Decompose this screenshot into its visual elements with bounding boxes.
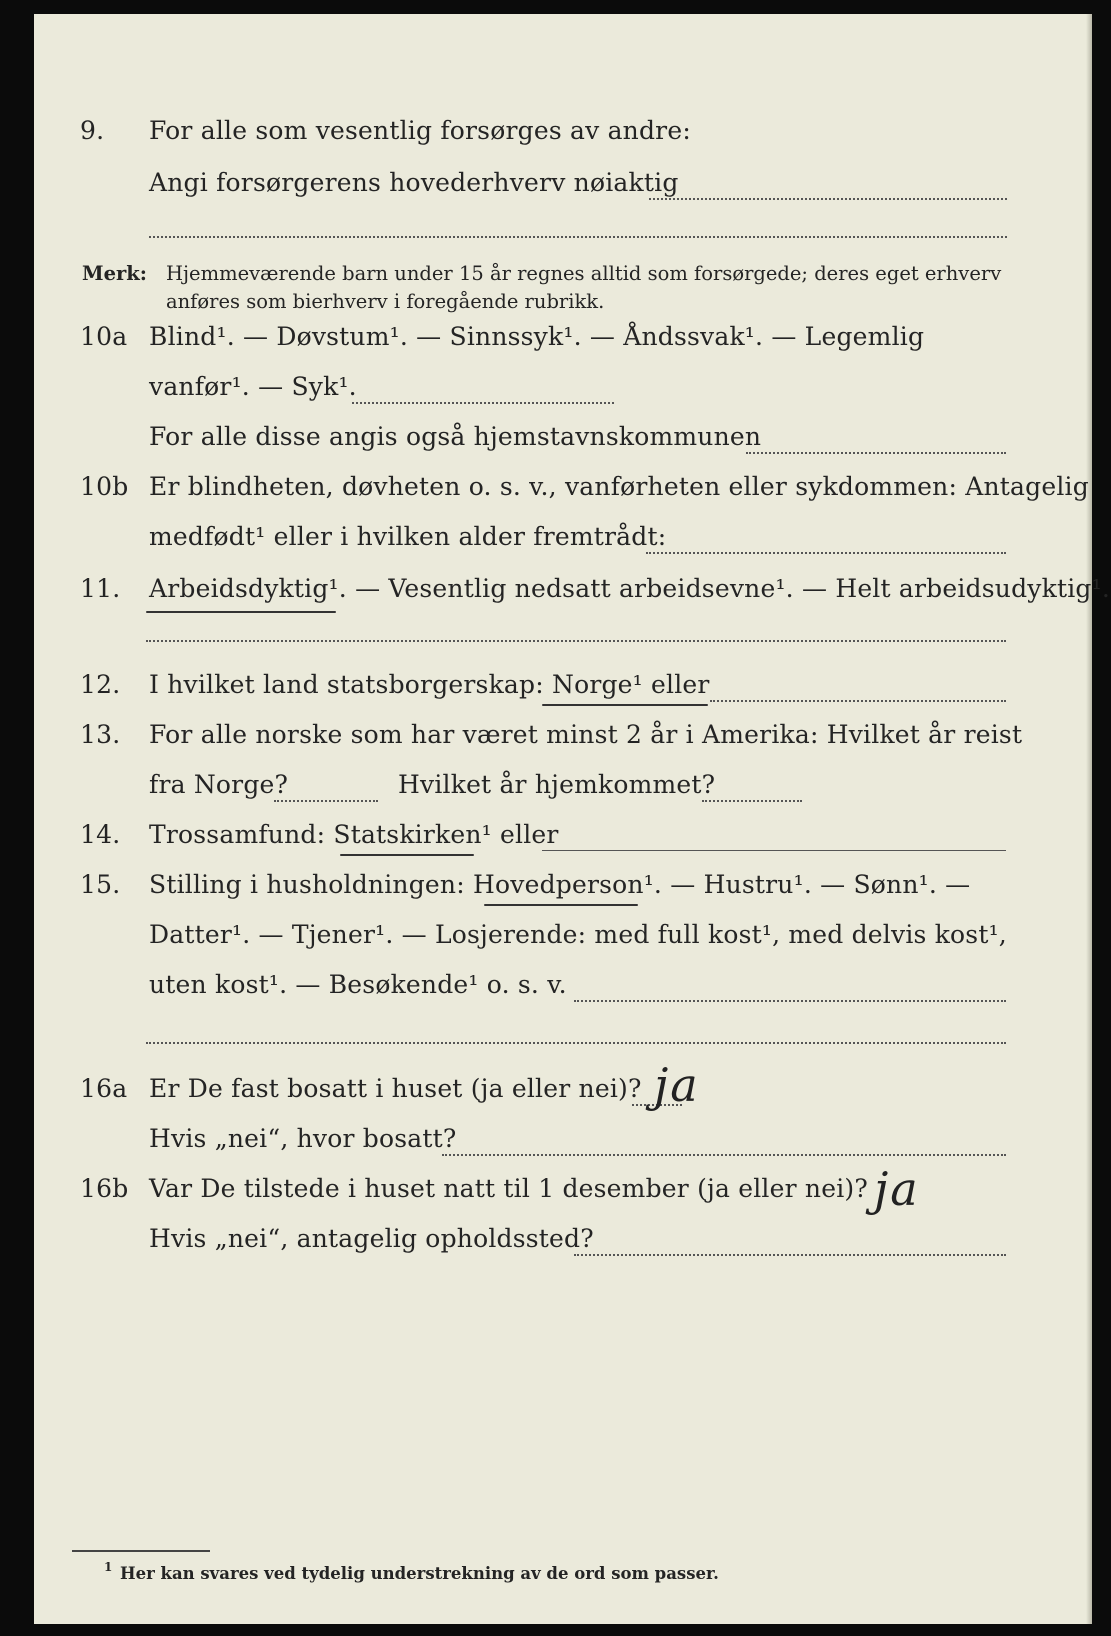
note-text: Hjemmeværende barn under 15 år regnes alltid som forsørgede; deres eget erhverv (166, 262, 1002, 285)
question-13 (34, 720, 1092, 760)
question-number: 15. (80, 870, 121, 899)
question-text: Var De tilstede i huset natt til 1 desember (ja eller nei)? (149, 1174, 868, 1203)
handwritten-answer-16b: ja (874, 1162, 920, 1216)
question-10a-line3 (34, 422, 1092, 462)
handwritten-underline-norge (542, 704, 708, 706)
question-text: Trossamfund: Statskirken¹ eller (149, 820, 559, 849)
question-15-line3 (34, 970, 1092, 1010)
question-10a (34, 322, 1092, 362)
question-10a-line2 (34, 372, 1092, 412)
answer-line[interactable] (646, 552, 1006, 554)
answer-line[interactable] (146, 1042, 1006, 1044)
question-text: Stilling i husholdningen: Hovedperson¹. — Hustru¹. — Sønn¹. — (149, 870, 971, 899)
question-text: Blind¹. — Døvstum¹. — Sinnssyk¹. — Åndssvak¹. — Legemlig (149, 322, 925, 351)
question-text: Hvis „nei“, hvor bosatt? (149, 1124, 457, 1153)
question-number: 16a (80, 1074, 128, 1103)
question-11 (34, 574, 1110, 614)
answer-line[interactable] (702, 800, 802, 802)
question-text: Hvilket år hjemkommet? (398, 770, 716, 799)
note-text: anføres som bierhverv i foregående rubrikk. (166, 290, 605, 313)
question-15-line2 (34, 920, 1092, 960)
question-text: For alle norske som har været minst 2 år i Amerika: Hvilket år reist (149, 720, 1023, 749)
question-number: 9. (80, 116, 105, 145)
question-number: 10b (80, 472, 129, 501)
note-label: Merk: (82, 262, 147, 285)
question-number: 11. (80, 574, 121, 603)
page-edge (1086, 14, 1092, 1624)
question-text: Er blindheten, døvheten o. s. v., vanførheten eller sykdommen: Antagelig (149, 472, 1089, 501)
question-text: Hvis „nei“, antagelig opholdssted? (149, 1224, 594, 1253)
question-16b-line2 (34, 1224, 1092, 1264)
handwritten-underline-hovedperson (484, 904, 638, 906)
question-16a (34, 1074, 1092, 1114)
question-text: Er De fast bosatt i huset (ja eller nei)? (149, 1074, 642, 1103)
question-number: 10a (80, 322, 128, 351)
answer-line[interactable] (146, 640, 1006, 642)
answer-line[interactable] (542, 850, 1006, 851)
census-form-page (34, 14, 1110, 1624)
question-text: vanfør¹. — Syk¹. (149, 372, 357, 401)
question-text: I hvilket land statsborgerskap: Norge¹ eller (149, 670, 710, 699)
question-text: For alle som vesentlig forsørges av andre: (149, 116, 691, 145)
question-text: For alle disse angis også hjemstavnskommunen (149, 422, 762, 451)
footnote-rule (72, 1550, 210, 1552)
question-16b (34, 1174, 1092, 1214)
question-number: 14. (80, 820, 121, 849)
question-14 (34, 820, 1092, 860)
answer-line[interactable] (746, 452, 1006, 454)
question-text: Datter¹. — Tjener¹. — Losjerende: med full kost¹, med delvis kost¹, (149, 920, 1007, 949)
answer-line[interactable] (710, 700, 1006, 702)
answer-line[interactable] (274, 800, 378, 802)
question-text: uten kost¹. — Besøkende¹ o. s. v. (149, 970, 567, 999)
question-number: 16b (80, 1174, 129, 1203)
question-9-line2 (34, 168, 1092, 208)
handwritten-answer-16a: ja (654, 1058, 700, 1112)
question-text: Angi forsørgerens hovederhverv nøiaktig (149, 168, 679, 197)
question-text: medfødt¹ eller i hvilken alder fremtrådt: (149, 522, 667, 551)
answer-line[interactable] (649, 198, 1007, 200)
answer-line[interactable] (574, 1254, 1006, 1256)
footnote-mark: 1 (104, 1560, 113, 1574)
handwritten-underline-arbeidsdyktig (146, 611, 336, 613)
question-10b (34, 472, 1092, 512)
handwritten-underline-statskirken (340, 854, 474, 856)
question-number: 12. (80, 670, 121, 699)
answer-line[interactable] (149, 236, 1007, 238)
question-9 (34, 116, 1092, 156)
question-text: fra Norge? (149, 770, 289, 799)
footnote-text: Her kan svares ved tydelig understrekning av de ord som passer. (120, 1564, 719, 1583)
question-13-line2 (34, 770, 1092, 810)
answer-line[interactable] (442, 1154, 1006, 1156)
question-10b-line2 (34, 522, 1092, 562)
answer-line[interactable] (574, 1000, 1006, 1002)
question-16a-line2 (34, 1124, 1092, 1164)
question-number: 13. (80, 720, 121, 749)
question-text: Arbeidsdyktig¹. — Vesentlig nedsatt arbeidsevne¹. — Helt arbeidsudyktig¹. (149, 574, 1110, 603)
answer-line[interactable] (352, 402, 614, 404)
